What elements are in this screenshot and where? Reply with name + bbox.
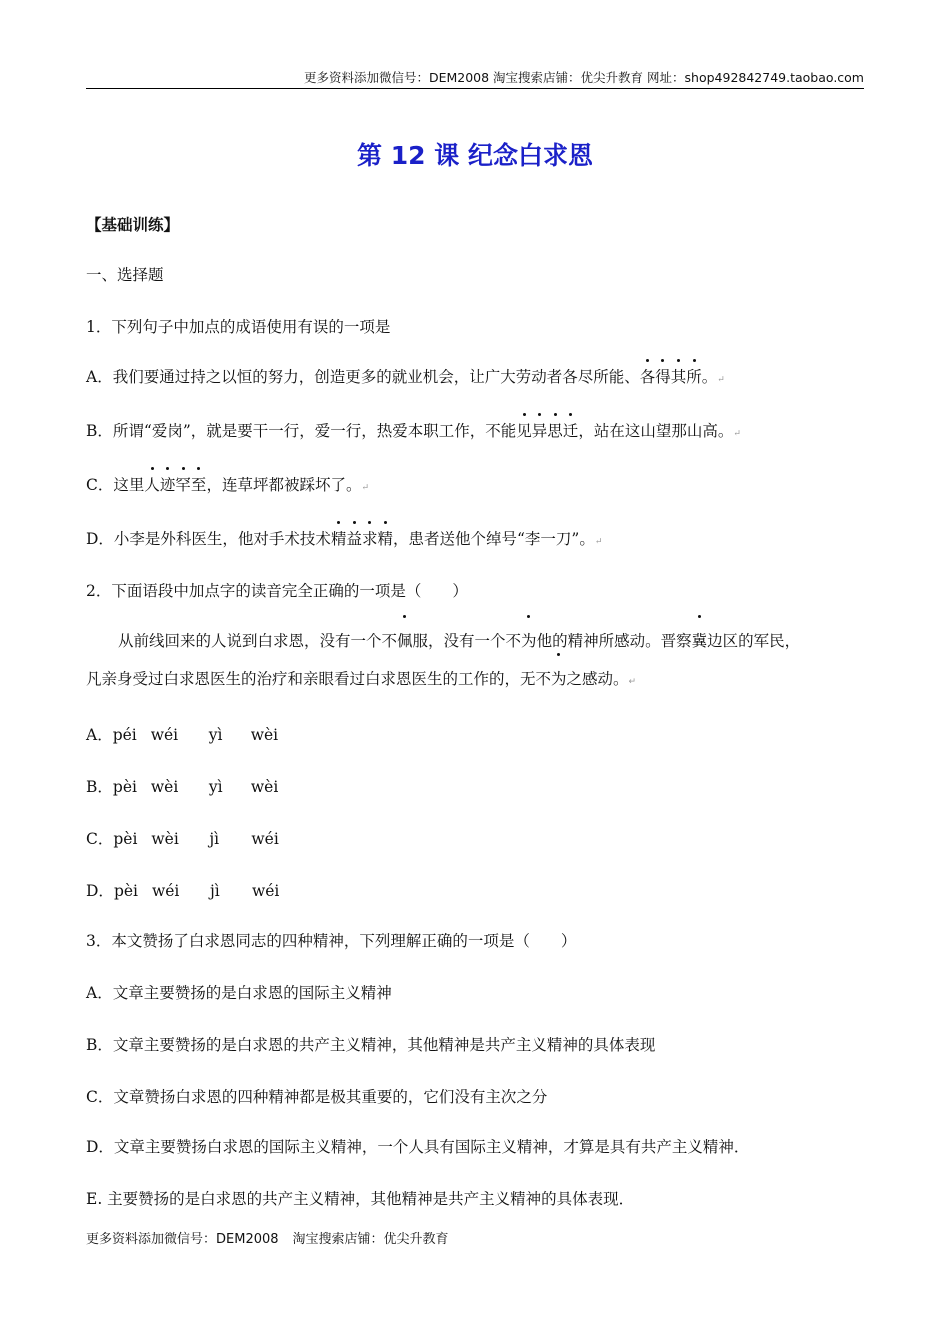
question-2-option-d: D．pèi wéi jì wéi	[86, 882, 280, 900]
question-3-option-b: B．文章主要赞扬的是白求恩的共产主义精神，其他精神是共产主义精神的具体表现	[86, 1036, 656, 1054]
part-heading: 一、选择题	[86, 266, 164, 284]
header-divider	[86, 88, 864, 89]
question-1-stem: 1．下列句子中加点的成语使用有误的一项是	[86, 318, 391, 336]
footer-wechat: 更多资料添加微信号：DEM2008	[86, 1232, 279, 1247]
question-3-option-e: E. 主要赞扬的是白求恩的共产主义精神，其他精神是共产主义精神的具体表现．	[86, 1190, 635, 1208]
question-3-option-c: C．文章赞扬白求恩的四种精神都是极其重要的，它们没有主次之分	[86, 1088, 548, 1106]
question-2-stem: 2．下面语段中加点字的读音完全正确的一项是（ ）	[86, 582, 468, 600]
question-3-stem: 3．本文赞扬了白求恩同志的四种精神，下列理解正确的一项是（ ）	[86, 932, 577, 950]
question-2-option-b: B．pèi wèi yì wèi	[86, 778, 279, 796]
question-1-option-b: B．所谓“爱岗”，就是要干一行，爱一行，热爱本职工作，不能见异思迁，站在这山望那山高。↵	[86, 422, 741, 440]
question-1-option-a: A．我们要通过持之以恒的努力，创造更多的就业机会，让广大劳动者各尽所能、各得其所。↵	[86, 368, 725, 386]
question-1-option-d: D．小李是外科医生，他对手术技术精益求精，患者送他个绰号“李一刀”。↵	[86, 530, 603, 548]
page-title: 第 12 课 纪念白求恩	[357, 141, 593, 170]
question-3-option-d: D．文章主要赞扬白求恩的国际主义精神，一个人具有国际主义精神，才算是具有共产主义精神．	[86, 1138, 750, 1156]
page-header: 更多资料添加微信号：DEM2008 淘宝搜索店铺：优尖升教育 网址：shop492842749.taobao.com	[303, 70, 864, 85]
question-2-passage: 从前线回来的人说到白求恩，没有一个不佩服，没有一个不为他的精神所感动。晋察冀边区的军民， 凡亲身受过白求恩医生的治疗和亲眼看过白求恩医生的工作的，无不为之感动。↵	[86, 622, 866, 701]
question-2-option-c: C．pèi wèi jì wéi	[86, 830, 279, 848]
page-footer	[86, 1228, 449, 1247]
question-1-option-c: C．这里人迹罕至，连草坪都被踩坏了。↵	[86, 476, 369, 494]
question-2-option-a: A．péi wéi yì wèi	[86, 726, 279, 744]
question-3-option-a: A．文章主要赞扬的是白求恩的国际主义精神	[86, 984, 392, 1002]
section-heading: 【基础训练】	[86, 216, 180, 234]
footer-shop: 淘宝搜索店铺：优尖升教育	[292, 1232, 449, 1247]
